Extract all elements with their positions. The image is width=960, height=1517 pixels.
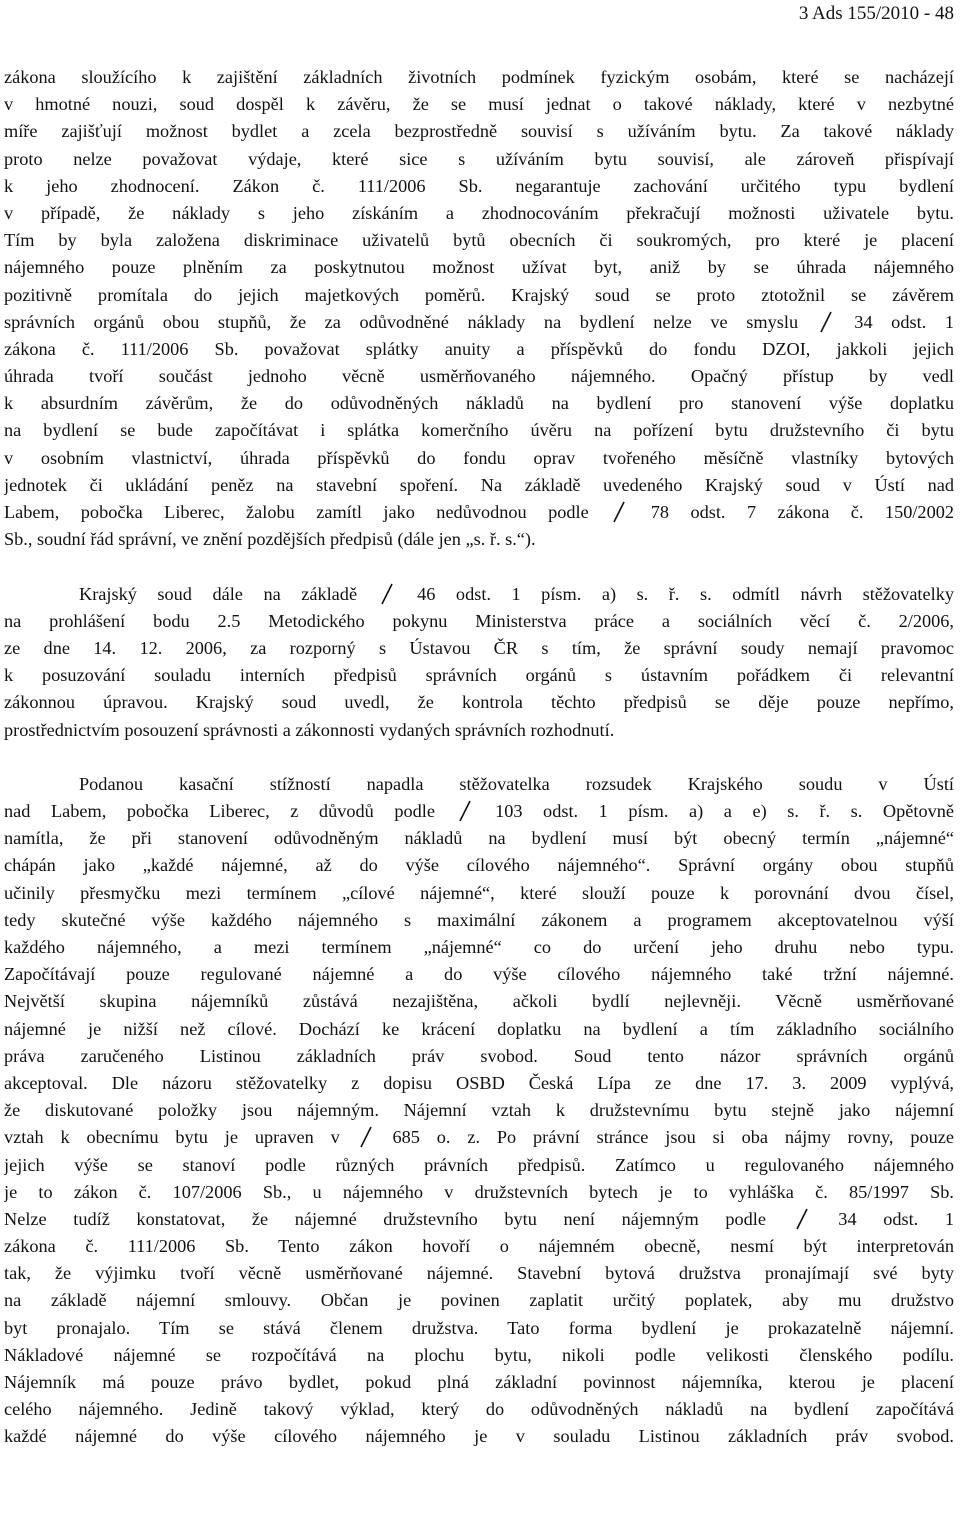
- text-line: Podanou kasační stížností napadla stěžovatelka rozsudek Krajského soudu v Ústí: [79, 773, 954, 794]
- text-line: na prohlášení bodu 2.5 Metodického pokynu Ministerstva práce a sociálních věcí č. 2/2006,: [4, 610, 954, 631]
- text-line: Nákladové nájemné se rozpočítává na plochu bytu, nikoli podle velikosti členského podílu.: [4, 1344, 954, 1365]
- text-line: [4, 499, 954, 526]
- text-segment: Nelze tudíž konstatovat, že nájemné družstevního bytu není nájemným podle: [4, 1208, 767, 1229]
- text-line: každého nájemného, a mezi termínem „nájemné“ co do určení jeho druhu nebo typu.: [4, 937, 954, 957]
- paragraph: [4, 581, 954, 744]
- text-line: prostřednictvím posouzení správnosti a zákonnosti vydaných správních rozhodnutí.: [4, 719, 615, 740]
- text-line: proto nelze považovat výdaje, které sice s užíváním bytu souvisí, ale zároveň přispívají: [4, 148, 954, 169]
- text-line: nájemného pouze plněním za poskytnutou možnost užívat byt, aniž by se úhrada nájemného: [4, 257, 954, 278]
- text-line: [4, 1206, 954, 1233]
- text-line: tak, že výjimku tvoří věcně usměrňované nájemné. Stavební bytová družstva pronajímají své byty: [4, 1263, 954, 1284]
- text-line: ze dne 14. 12. 2006, za rozporný s Ústavou ČR s tím, že správní soudy nemají pravomoc: [4, 637, 954, 658]
- text-line: zákonnou úpravou. Krajský soud uvedl, že kontrola těchto předpisů se děje pouze nepřímo,: [4, 692, 954, 713]
- text-line: na základě nájemní smlouvy. Občan je povinen zaplatit určitý poplatek, aby mu družstvo: [4, 1290, 954, 1311]
- paragraph: [4, 64, 954, 553]
- text-line: na bydlení se bude započítávat i splátka komerčního úvěru na pořízení bytu družstevního či bytu: [4, 420, 954, 441]
- text-line: jejich výše se stanoví podle různých právních předpisů. Zatímco u regulovaného nájemného: [4, 1154, 954, 1175]
- section-sign-icon: [613, 501, 625, 523]
- text-segment: Labem, pobočka Liberec, žalobu zamítl jako nedůvodnou podle: [4, 502, 589, 522]
- document-body: [4, 64, 954, 1451]
- section-sign-icon: [381, 583, 393, 605]
- text-segment: Krajský soud dále na základě: [79, 583, 358, 604]
- text-line: namítla, že při stanovení odůvodněným nákladů na bydlení musí být obecný termín „nájemné“: [4, 828, 954, 849]
- text-line: míře zajišťují možnost bydlet a zcela bezprostředně souvisí s užíváním bytu. Za takové náklady: [4, 121, 954, 142]
- paragraph: [4, 771, 954, 1451]
- text-line: pozitivně promítala do jejich majetkových poměrů. Krajský soud se proto ztotožnil se závěrem: [4, 284, 954, 305]
- text-line: celého nájemného. Jedině takový výklad, který do odůvodněných nákladů na bydlení započítává: [4, 1399, 954, 1420]
- text-segment: 103 odst. 1 písm. a) a e) s. ř. s. Opětovně: [495, 801, 954, 822]
- text-line: v případě, že náklady s jeho získáním a zhodnocováním překračují možnosti uživatele bytu.: [4, 202, 954, 223]
- text-line: práva zaručeného Listinou základních práv svobod. Soud tento názor správních orgánů: [4, 1045, 954, 1066]
- text-line: k absurdním závěrům, že do odůvodněných nákladů na bydlení pro stanovení výše doplatku: [4, 393, 954, 414]
- text-line: tedy skutečné výše každého nájemného s maximální zákonem a programem akceptovatelnou výší: [4, 909, 954, 930]
- text-line: akceptoval. Dle názoru stěžovatelky z dopisu OSBD Česká Lípa ze dne 17. 3. 2009 vyplývá,: [4, 1072, 954, 1093]
- text-line: byt pronajalo. Tím se stává členem družstva. Tato forma bydlení je prokazatelně nájemní.: [4, 1317, 954, 1338]
- text-segment: 685 o. z. Po právní stránce jsou si oba nájmy rovny, pouze: [392, 1127, 954, 1148]
- text-line: [4, 1124, 954, 1151]
- text-line: úhrada tvoří součást jednoho věcně usměrňovaného nájemného. Opačný přístup by vedl: [4, 366, 954, 387]
- text-line: k jeho zhodnocení. Zákon č. 111/2006 Sb. negarantuje zachování určitého typu bydlení: [4, 175, 954, 196]
- case-reference-header: 3 Ads 155/2010 - 48: [798, 3, 954, 24]
- text-line: je to zákon č. 107/2006 Sb., u nájemného v družstevních bytech je to vyhláška č. 85/1997 Sb.: [4, 1181, 954, 1202]
- text-line: Nájemník má pouze právo bydlet, pokud plná základní povinnost nájemníka, kterou je placení: [4, 1372, 954, 1392]
- text-line: každé nájemné do výše cílového nájemného je v souladu Listinou základních práv svobod.: [4, 1426, 954, 1447]
- text-line: v hmotné nouzi, soud dospěl k závěru, že se musí jednat o takové náklady, které v nezbytné: [4, 94, 954, 115]
- text-segment: 34 odst. 1: [854, 311, 954, 332]
- text-line: [4, 798, 954, 825]
- text-line: Tím by byla založena diskriminace uživatelů bytů obecních či soukromých, pro které je placení: [4, 230, 954, 251]
- text-segment: 46 odst. 1 písm. a) s. ř. s. odmítl návrh stěžovatelky: [417, 583, 954, 604]
- text-line: Započítávají pouze regulované nájemné a do výše cílového nájemného také tržní nájemné.: [4, 964, 954, 985]
- text-line: Sb., soudní řád správní, ve znění pozdějších předpisů (dále jen „s. ř. s.“).: [4, 529, 536, 550]
- text-line: [4, 581, 954, 608]
- section-sign-icon: [820, 311, 832, 333]
- paragraph-gap: [4, 744, 954, 771]
- text-line: zákona sloužícího k zajištění základních životních podmínek fyzickým osobám, které se nacházejí: [4, 67, 954, 87]
- paragraph-gap: [4, 553, 954, 580]
- text-segment: správních orgánů obou stupňů, že za odůvodněné náklady na bydlení nelze ve smyslu: [4, 311, 799, 332]
- text-line: k posuzování souladu interních předpisů správních orgánů s ústavním pořádkem či relevantní: [4, 665, 954, 686]
- text-line: [4, 309, 954, 336]
- text-line: zákona č. 111/2006 Sb. považovat splátky anuity a příspěvků do fondu DZOI, jakkoli jejich: [4, 338, 954, 359]
- text-segment: nad Labem, pobočka Liberec, z důvodů podle: [4, 801, 435, 822]
- text-line: že diskutované položky jsou nájemným. Nájemní vztah k družstevnímu bytu stejně jako nájemní: [4, 1100, 954, 1121]
- section-sign-icon: [796, 1208, 808, 1230]
- section-sign-icon: [459, 800, 471, 822]
- text-segment: 34 odst. 1: [838, 1208, 954, 1229]
- text-line: učinily přesmyčku mezi termínem „cílové nájemné“, které slouží pouze k porovnání dvou čísel,: [4, 882, 954, 903]
- text-line: jednotek či ukládání peněz na stavební spoření. Na základě uvedeného Krajský soud v Ústí nad: [4, 474, 954, 495]
- text-segment: vztah k obecnímu bytu je upraven v: [4, 1127, 340, 1148]
- text-line: Největší skupina nájemníků zůstává nezajištěna, ačkoli bydlí nejlevněji. Věcně usměrňované: [4, 991, 954, 1012]
- section-sign-icon: [360, 1126, 372, 1148]
- text-line: v osobním vlastnictví, úhrada příspěvků do fondu oprav tvořeného měsíčně vlastníky bytových: [4, 447, 954, 468]
- text-segment: 78 odst. 7 zákona č. 150/2002: [650, 502, 954, 522]
- text-line: chápán jako „každé nájemné, až do výše cílového nájemného“. Správní orgány obou stupňů: [4, 855, 954, 876]
- text-line: zákona č. 111/2006 Sb. Tento zákon hovoří o nájemném obecně, nesmí být interpretován: [4, 1236, 954, 1257]
- text-line: nájemné je nižší než cílové. Dochází ke krácení doplatku na bydlení a tím základního sociálního: [4, 1018, 954, 1039]
